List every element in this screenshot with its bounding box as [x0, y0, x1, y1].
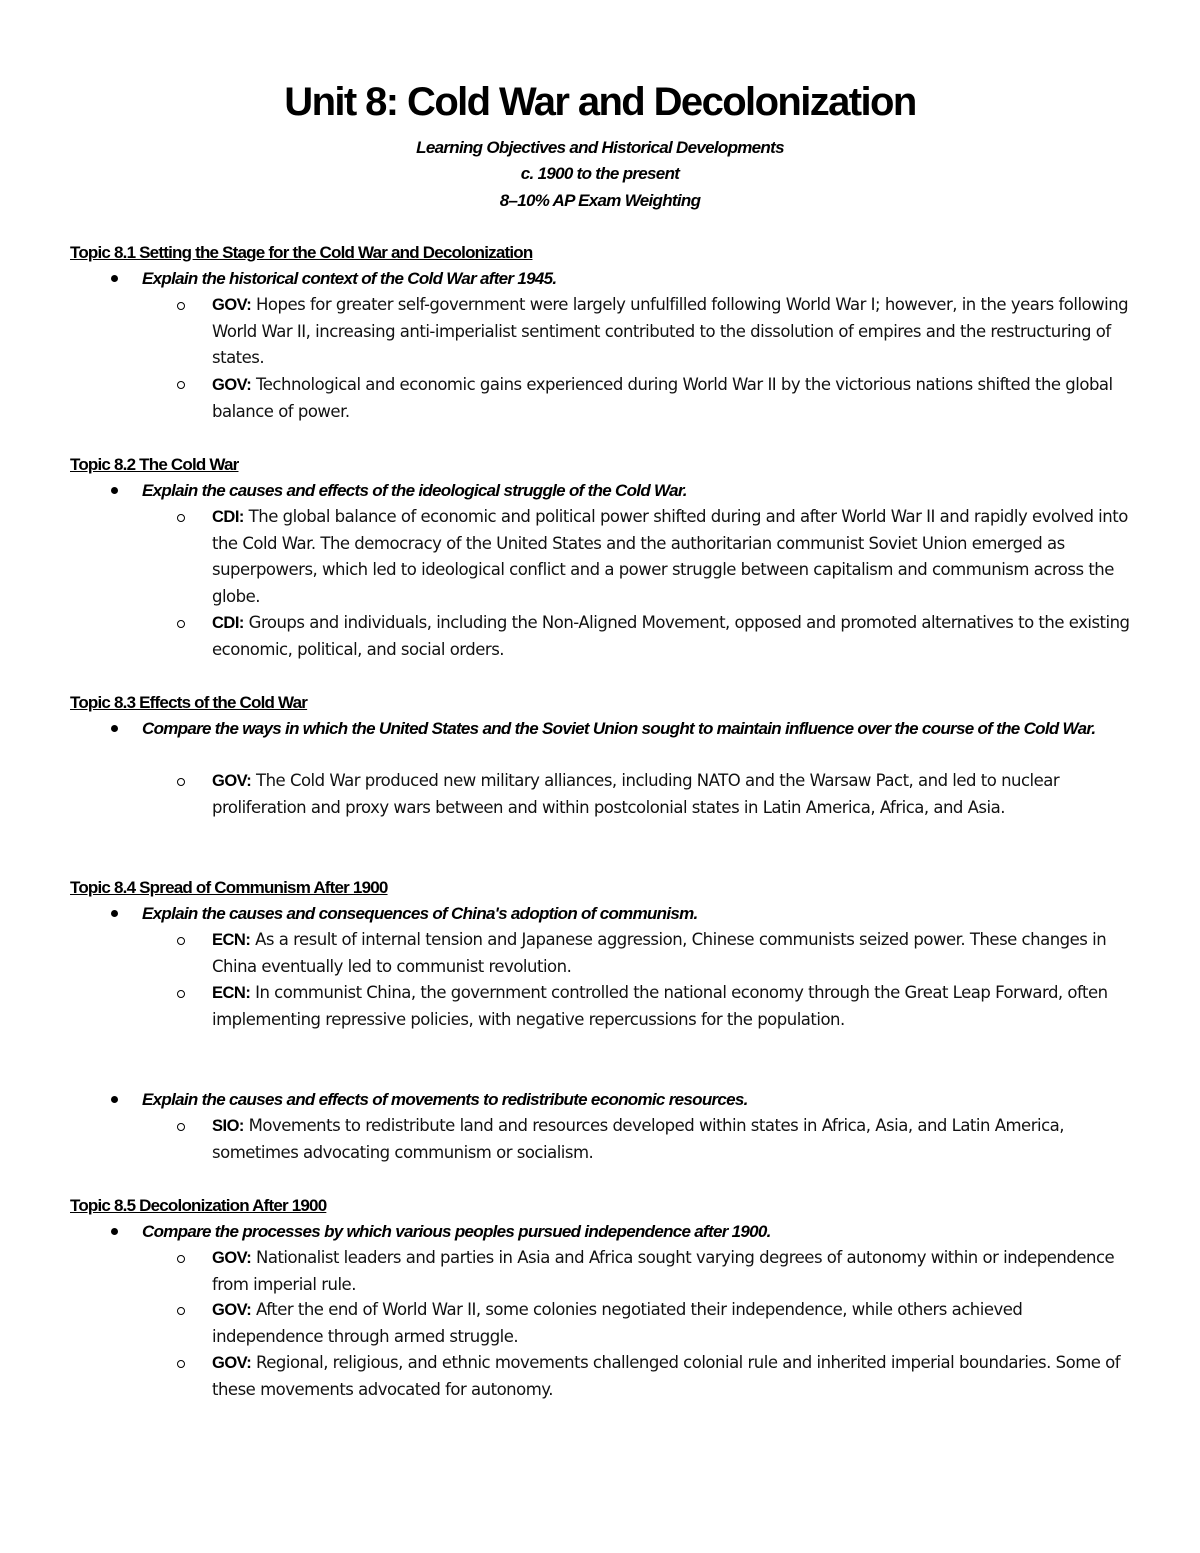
subtitle-date-range: c. 1900 to the present	[520, 164, 680, 183]
bullet-icon	[108, 272, 122, 286]
development-text: Regional, religious, and ethnic movements challenged colonial rule and inherited imperial boundaries. Some of these movements advocated for autonomy.	[212, 1353, 1121, 1399]
historical-development	[212, 610, 1137, 663]
historical-development	[212, 292, 1137, 372]
theme-tag: CDI:	[212, 508, 244, 526]
bullet-icon	[108, 1225, 122, 1239]
topic-heading-8-5: Topic 8.5 Decolonization After 1900	[70, 1196, 327, 1215]
topic-heading-8-3: Topic 8.3 Effects of the Cold War	[70, 693, 308, 712]
theme-tag: GOV:	[212, 1249, 252, 1267]
historical-development	[212, 1350, 1137, 1403]
development-text: Hopes for greater self-government were largely unfulfilled following World War I; however, in the years following World War II, increasing anti-imperialist sentiment contributed to the dissolution of empires and the restructuring of states.	[212, 295, 1129, 367]
historical-development	[212, 927, 1137, 980]
theme-tag: GOV:	[212, 1354, 252, 1372]
circle-bullet-icon	[176, 1121, 188, 1133]
bullet-icon	[108, 907, 122, 921]
topic-heading-8-2: Topic 8.2 The Cold War	[70, 455, 239, 474]
subtitle-exam-weighting: 8–10% AP Exam Weighting	[499, 191, 701, 210]
theme-tag: GOV:	[212, 376, 252, 394]
circle-bullet-icon	[176, 1253, 188, 1265]
development-text: The Cold War produced new military alliances, including NATO and the Warsaw Pact, and led to nuclear proliferation and proxy wars between and within postcolonial states in Latin America, Africa, and Asia.	[212, 771, 1060, 817]
bullet-icon	[108, 484, 122, 498]
theme-tag: GOV:	[212, 772, 252, 790]
circle-bullet-icon	[176, 776, 188, 788]
historical-development	[212, 504, 1137, 610]
subtitle-objectives: Learning Objectives and Historical Developments	[416, 138, 784, 157]
circle-bullet-icon	[176, 379, 188, 391]
development-text: Movements to redistribute land and resources developed within states in Africa, Asia, and Latin America, sometimes advocating communism or socialism.	[212, 1116, 1064, 1162]
circle-bullet-icon	[176, 935, 188, 947]
learning-objective: Explain the causes and effects of movements to redistribute economic resources.	[142, 1090, 748, 1109]
topic-heading-8-1: Topic 8.1 Setting the Stage for the Cold War and Decolonization	[70, 243, 533, 262]
page-title: Unit 8: Cold War and Decolonization	[284, 80, 916, 124]
circle-bullet-icon	[176, 512, 188, 524]
historical-development	[212, 372, 1137, 425]
historical-development	[212, 980, 1137, 1033]
bullet-icon	[108, 722, 122, 736]
development-text: Technological and economic gains experienced during World War II by the victorious nations shifted the global balance of power.	[212, 375, 1113, 421]
circle-bullet-icon	[176, 1358, 188, 1370]
topic-heading-8-4: Topic 8.4 Spread of Communism After 1900	[70, 878, 388, 897]
historical-development	[212, 768, 1137, 821]
historical-development	[212, 1245, 1137, 1298]
theme-tag: GOV:	[212, 1301, 252, 1319]
development-text: The global balance of economic and political power shifted during and after World War II and rapidly evolved into the Cold War. The democracy of the United States and the authoritarian communist Soviet Union emerged as superpowers, which led to ideological conflict and a power struggle between capitalism and communism across the globe.	[212, 507, 1128, 606]
learning-objective: Compare the processes by which various peoples pursued independence after 1900.	[142, 1222, 771, 1241]
theme-tag: ECN:	[212, 931, 251, 949]
development-text: As a result of internal tension and Japanese aggression, Chinese communists seized power. These changes in China eventually led to communist revolution.	[212, 930, 1107, 976]
circle-bullet-icon	[176, 618, 188, 630]
learning-objective: Explain the historical context of the Cold War after 1945.	[142, 269, 557, 288]
historical-development	[212, 1113, 1137, 1166]
learning-objective: Explain the causes and effects of the ideological struggle of the Cold War.	[142, 481, 687, 500]
bullet-icon	[108, 1093, 122, 1107]
theme-tag: ECN:	[212, 984, 251, 1002]
development-text: Nationalist leaders and parties in Asia and Africa sought varying degrees of autonomy within or independence from imperial rule.	[212, 1248, 1115, 1294]
circle-bullet-icon	[176, 300, 188, 312]
theme-tag: GOV:	[212, 296, 252, 314]
learning-objective: Compare the ways in which the United States and the Soviet Union sought to maintain influence over the course of the Cold War.	[142, 719, 1096, 738]
circle-bullet-icon	[176, 1305, 188, 1317]
development-text: After the end of World War II, some colonies negotiated their independence, while others achieved independence through armed struggle.	[212, 1300, 1023, 1346]
historical-development	[212, 1297, 1137, 1350]
theme-tag: SIO:	[212, 1117, 244, 1135]
learning-objective: Explain the causes and consequences of China's adoption of communism.	[142, 904, 698, 923]
development-text: In communist China, the government controlled the national economy through the Great Leap Forward, often implementing repressive policies, with negative repercussions for the population.	[212, 983, 1108, 1029]
circle-bullet-icon	[176, 988, 188, 1000]
development-text: Groups and individuals, including the Non-Aligned Movement, opposed and promoted alternatives to the existing economic, political, and social orders.	[212, 613, 1130, 659]
theme-tag: CDI:	[212, 614, 244, 632]
